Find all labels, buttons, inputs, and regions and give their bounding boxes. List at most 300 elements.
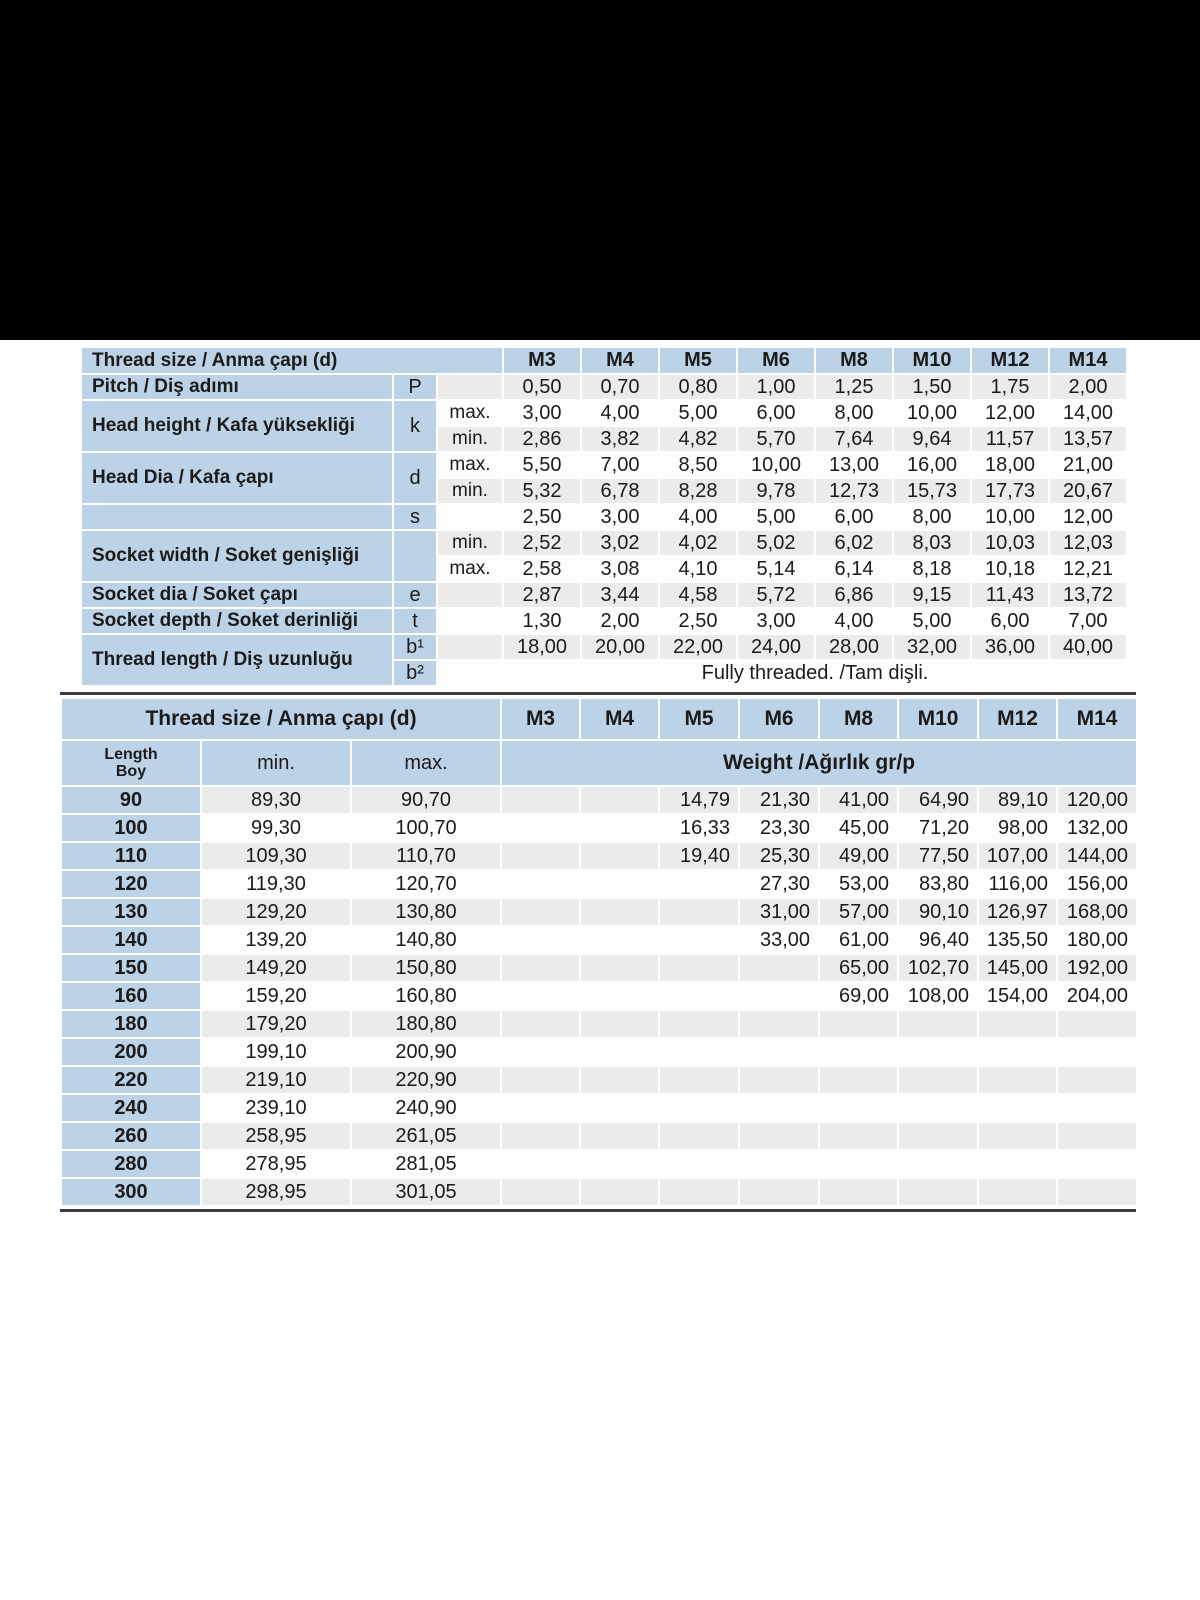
length-max-value: 120,70: [351, 870, 501, 898]
length-row: [61, 1010, 1137, 1038]
spec-value-cell: 6,86: [815, 582, 893, 608]
spec-value-cell: 6,00: [737, 400, 815, 426]
length-value: 240: [61, 1094, 201, 1122]
length-max-value: 140,80: [351, 926, 501, 954]
spec-value-cell: 2,87: [503, 582, 581, 608]
length-min-value: 139,20: [201, 926, 351, 954]
spec-row-symbol: [393, 530, 437, 582]
spec-value-cell: 4,00: [659, 504, 737, 530]
weight-cell: [739, 1066, 819, 1094]
spec-value-cell: 17,73: [971, 478, 1049, 504]
length-min-value: 278,95: [201, 1150, 351, 1178]
weight-cell: 96,40: [898, 926, 978, 954]
spec-row-label: [81, 504, 393, 530]
spec-value-cell: 8,00: [815, 400, 893, 426]
weight-cell: [1057, 1038, 1137, 1066]
spec-value-cell: 13,00: [815, 452, 893, 478]
spec-size-header-m6: M6: [737, 347, 815, 374]
weight-cell: 204,00: [1057, 982, 1137, 1010]
spec-value-cell: 8,03: [893, 530, 971, 556]
spec-value-cell: 9,15: [893, 582, 971, 608]
weight-cell: [978, 1150, 1057, 1178]
spec-row-symbol: t: [393, 608, 437, 634]
weight-cell: [739, 1010, 819, 1038]
spec-row-qualifier: [437, 374, 503, 400]
spec-value-cell: 1,30: [503, 608, 581, 634]
length-value: 120: [61, 870, 201, 898]
length-min-value: 99,30: [201, 814, 351, 842]
weight-cell: [659, 870, 739, 898]
weight-cell: 156,00: [1057, 870, 1137, 898]
length-max-value: 150,80: [351, 954, 501, 982]
weight-cell: [501, 1178, 580, 1206]
weight-cell: [580, 1010, 659, 1038]
length-max-value: 160,80: [351, 982, 501, 1010]
weight-cell: [659, 1122, 739, 1150]
weight-cell: 21,30: [739, 786, 819, 814]
length-column-header-line1: Length: [104, 746, 158, 763]
weight-cell: 14,79: [659, 786, 739, 814]
spec-row: [81, 530, 1127, 556]
weight-cell: [501, 1150, 580, 1178]
weight-cell: [580, 1094, 659, 1122]
spec-value-cell: 5,70: [737, 426, 815, 452]
spec-size-header-m12: M12: [971, 347, 1049, 374]
spec-value-cell: 4,02: [659, 530, 737, 556]
length-min-value: 159,20: [201, 982, 351, 1010]
weight-cell: [580, 842, 659, 870]
length-max-value: 220,90: [351, 1066, 501, 1094]
length-corner-label: Thread size / Anma çapı (d): [61, 698, 501, 740]
weight-cell: [501, 1122, 580, 1150]
spec-value-cell: 6,78: [581, 478, 659, 504]
weight-cell: 25,30: [739, 842, 819, 870]
spec-value-cell: 3,00: [503, 400, 581, 426]
spec-value-cell: 4,58: [659, 582, 737, 608]
spec-value-cell: 10,03: [971, 530, 1049, 556]
weight-cell: [898, 1066, 978, 1094]
weight-cell: 90,10: [898, 898, 978, 926]
spec-row-label: Pitch / Diş adımı: [81, 374, 393, 400]
length-min-value: 219,10: [201, 1066, 351, 1094]
weight-cell: 116,00: [978, 870, 1057, 898]
length-value: 110: [61, 842, 201, 870]
spec-row-qualifier: [437, 634, 503, 660]
spec-value-cell: 5,32: [503, 478, 581, 504]
length-row: [61, 1094, 1137, 1122]
spec-value-cell: 2,86: [503, 426, 581, 452]
spec-value-cell: 12,21: [1049, 556, 1127, 582]
length-max-value: 301,05: [351, 1178, 501, 1206]
length-weight-table-wrap: [60, 692, 1136, 1212]
weight-cell: [1057, 1094, 1137, 1122]
weight-cell: 98,00: [978, 814, 1057, 842]
weight-cell: 27,30: [739, 870, 819, 898]
weight-cell: 145,00: [978, 954, 1057, 982]
length-max-value: 100,70: [351, 814, 501, 842]
length-value: 160: [61, 982, 201, 1010]
weight-cell: [659, 1150, 739, 1178]
spec-table-body: [81, 374, 1127, 686]
weight-cell: [501, 1066, 580, 1094]
spec-value-cell: 12,00: [1049, 504, 1127, 530]
length-min-value: 109,30: [201, 842, 351, 870]
spec-value-cell: 10,18: [971, 556, 1049, 582]
spec-row: [81, 400, 1127, 426]
weight-cell: [501, 1010, 580, 1038]
spec-value-cell: 5,50: [503, 452, 581, 478]
spec-size-header-m5: M5: [659, 347, 737, 374]
length-row: [61, 954, 1137, 982]
spec-value-cell: 5,02: [737, 530, 815, 556]
spec-value-cell: 7,00: [581, 452, 659, 478]
weight-cell: 41,00: [819, 786, 898, 814]
spec-value-cell: 6,00: [815, 504, 893, 530]
spec-size-header-m3: M3: [503, 347, 581, 374]
weight-cell: [501, 1038, 580, 1066]
weight-cell: [501, 898, 580, 926]
weight-cell: [1057, 1178, 1137, 1206]
spec-value-cell: 0,80: [659, 374, 737, 400]
spec-row-symbol: P: [393, 374, 437, 400]
spec-value-cell: 32,00: [893, 634, 971, 660]
length-row: [61, 842, 1137, 870]
spec-row-label: Head height / Kafa yüksekliği: [81, 400, 393, 452]
spec-value-cell: 2,00: [1049, 374, 1127, 400]
spec-span-value: Fully threaded. /Tam dişli.: [503, 660, 1127, 686]
weight-cell: 49,00: [819, 842, 898, 870]
spec-value-cell: 11,57: [971, 426, 1049, 452]
weight-cell: [501, 786, 580, 814]
length-table-body: [61, 786, 1137, 1206]
length-size-header-m8: M8: [819, 698, 898, 740]
spec-row-label: Socket width / Soket genişliği: [81, 530, 393, 582]
spec-value-cell: 1,00: [737, 374, 815, 400]
weight-cell: [501, 926, 580, 954]
spec-value-cell: 3,08: [581, 556, 659, 582]
spec-value-cell: 22,00: [659, 634, 737, 660]
length-size-header-m4: M4: [580, 698, 659, 740]
length-max-value: 261,05: [351, 1122, 501, 1150]
weight-cell: [659, 982, 739, 1010]
spec-value-cell: 10,00: [971, 504, 1049, 530]
length-min-value: 119,30: [201, 870, 351, 898]
weight-cell: 57,00: [819, 898, 898, 926]
weight-cell: [819, 1122, 898, 1150]
weight-cell: 53,00: [819, 870, 898, 898]
weight-cell: [501, 982, 580, 1010]
length-min-value: 129,20: [201, 898, 351, 926]
length-size-header-m10: M10: [898, 698, 978, 740]
spec-header-row: [81, 347, 1127, 374]
spec-row-symbol: e: [393, 582, 437, 608]
weight-cell: [978, 1094, 1057, 1122]
spec-value-cell: 13,72: [1049, 582, 1127, 608]
spec-value-cell: 3,82: [581, 426, 659, 452]
weight-cell: 65,00: [819, 954, 898, 982]
weight-cell: 180,00: [1057, 926, 1137, 954]
length-min-value: 149,20: [201, 954, 351, 982]
spec-value-cell: 5,72: [737, 582, 815, 608]
spec-value-cell: 24,00: [737, 634, 815, 660]
spec-row-symbol: k: [393, 400, 437, 452]
spec-value-cell: 1,50: [893, 374, 971, 400]
weight-cell: [898, 1038, 978, 1066]
spec-value-cell: 2,58: [503, 556, 581, 582]
weight-cell: 102,70: [898, 954, 978, 982]
spec-value-cell: 21,00: [1049, 452, 1127, 478]
weight-cell: [501, 814, 580, 842]
weight-cell: [580, 1150, 659, 1178]
length-min-value: 89,30: [201, 786, 351, 814]
weight-cell: [659, 1094, 739, 1122]
spec-row-label: Thread length / Diş uzunluğu: [81, 634, 393, 686]
spec-row: [81, 608, 1127, 634]
min-column-header: min.: [201, 740, 351, 786]
weight-cell: [580, 1122, 659, 1150]
spec-value-cell: 9,78: [737, 478, 815, 504]
length-max-value: 281,05: [351, 1150, 501, 1178]
weight-cell: [1057, 1066, 1137, 1094]
spec-row-qualifier: [437, 582, 503, 608]
spec-row-label: Socket depth / Soket derinliği: [81, 608, 393, 634]
spec-row-symbol: b¹: [393, 634, 437, 660]
length-value: 260: [61, 1122, 201, 1150]
weight-cell: [580, 926, 659, 954]
spec-value-cell: 1,25: [815, 374, 893, 400]
weight-cell: [659, 1038, 739, 1066]
spec-value-cell: 20,00: [581, 634, 659, 660]
weight-cell: [739, 982, 819, 1010]
weight-cell: [819, 1038, 898, 1066]
length-max-value: 200,90: [351, 1038, 501, 1066]
spec-value-cell: 2,00: [581, 608, 659, 634]
length-subheader-row: [61, 740, 1137, 786]
weight-cell: [1057, 1010, 1137, 1038]
length-value: 130: [61, 898, 201, 926]
length-row: [61, 1038, 1137, 1066]
weight-cell: 64,90: [898, 786, 978, 814]
dimension-spec-table: [80, 346, 1128, 687]
weight-cell: [659, 898, 739, 926]
length-header-row: [61, 698, 1137, 740]
spec-row-qualifier: max.: [437, 452, 503, 478]
spec-value-cell: 0,50: [503, 374, 581, 400]
weight-cell: [659, 1010, 739, 1038]
weight-cell: [580, 1178, 659, 1206]
length-max-value: 90,70: [351, 786, 501, 814]
spec-size-header-m14: M14: [1049, 347, 1127, 374]
weight-cell: [978, 1066, 1057, 1094]
weight-cell: 135,50: [978, 926, 1057, 954]
spec-value-cell: 7,64: [815, 426, 893, 452]
spec-value-cell: 12,00: [971, 400, 1049, 426]
length-size-header-m12: M12: [978, 698, 1057, 740]
length-min-value: 239,10: [201, 1094, 351, 1122]
weight-cell: 45,00: [819, 814, 898, 842]
spec-value-cell: 2,50: [659, 608, 737, 634]
length-row: [61, 1122, 1137, 1150]
weight-cell: [739, 1094, 819, 1122]
spec-value-cell: 36,00: [971, 634, 1049, 660]
spec-value-cell: 8,00: [893, 504, 971, 530]
spec-value-cell: 28,00: [815, 634, 893, 660]
weight-column-header: Weight /Ağırlık gr/p: [501, 740, 1137, 786]
length-row: [61, 1066, 1137, 1094]
weight-cell: [978, 1122, 1057, 1150]
weight-cell: [898, 1122, 978, 1150]
weight-cell: [580, 898, 659, 926]
length-value: 140: [61, 926, 201, 954]
weight-cell: [501, 954, 580, 982]
spec-value-cell: 3,44: [581, 582, 659, 608]
length-max-value: 110,70: [351, 842, 501, 870]
weight-cell: [659, 1178, 739, 1206]
length-row: [61, 982, 1137, 1010]
weight-cell: 77,50: [898, 842, 978, 870]
weight-cell: [898, 1094, 978, 1122]
weight-cell: [739, 954, 819, 982]
spec-value-cell: 13,57: [1049, 426, 1127, 452]
weight-cell: [819, 1094, 898, 1122]
spec-size-header-m10: M10: [893, 347, 971, 374]
weight-cell: [580, 1066, 659, 1094]
length-min-value: 298,95: [201, 1178, 351, 1206]
weight-cell: [580, 1038, 659, 1066]
weight-cell: [580, 954, 659, 982]
weight-cell: [739, 1178, 819, 1206]
weight-cell: 69,00: [819, 982, 898, 1010]
weight-cell: [819, 1178, 898, 1206]
spec-value-cell: 1,75: [971, 374, 1049, 400]
weight-cell: [898, 1178, 978, 1206]
weight-cell: 120,00: [1057, 786, 1137, 814]
weight-cell: [501, 842, 580, 870]
spec-row-qualifier: [437, 660, 503, 686]
weight-cell: [819, 1010, 898, 1038]
weight-cell: [978, 1038, 1057, 1066]
weight-cell: [739, 1038, 819, 1066]
weight-cell: 144,00: [1057, 842, 1137, 870]
spec-value-cell: 4,00: [815, 608, 893, 634]
spec-value-cell: 5,14: [737, 556, 815, 582]
length-value: 200: [61, 1038, 201, 1066]
length-row: [61, 898, 1137, 926]
weight-cell: [580, 982, 659, 1010]
length-max-value: 180,80: [351, 1010, 501, 1038]
length-min-value: 179,20: [201, 1010, 351, 1038]
spec-value-cell: 5,00: [659, 400, 737, 426]
length-row: [61, 814, 1137, 842]
length-weight-table: [60, 697, 1138, 1207]
length-size-header-m3: M3: [501, 698, 580, 740]
weight-cell: 154,00: [978, 982, 1057, 1010]
spec-value-cell: 10,00: [737, 452, 815, 478]
weight-cell: 108,00: [898, 982, 978, 1010]
weight-cell: [1057, 1122, 1137, 1150]
weight-cell: [978, 1010, 1057, 1038]
spec-value-cell: 4,82: [659, 426, 737, 452]
spec-row: [81, 504, 1127, 530]
weight-cell: 16,33: [659, 814, 739, 842]
spec-value-cell: 5,00: [893, 608, 971, 634]
spec-value-cell: 8,50: [659, 452, 737, 478]
weight-cell: 61,00: [819, 926, 898, 954]
weight-cell: [580, 870, 659, 898]
spec-row-label: Socket dia / Soket çapı: [81, 582, 393, 608]
spec-value-cell: 3,00: [581, 504, 659, 530]
spec-value-cell: 40,00: [1049, 634, 1127, 660]
weight-cell: 89,10: [978, 786, 1057, 814]
length-row: [61, 1178, 1137, 1206]
weight-cell: [898, 1010, 978, 1038]
spec-value-cell: 18,00: [971, 452, 1049, 478]
weight-cell: [580, 814, 659, 842]
spec-value-cell: 10,00: [893, 400, 971, 426]
length-row: [61, 870, 1137, 898]
weight-cell: 33,00: [739, 926, 819, 954]
length-column-header: [61, 740, 201, 786]
spec-value-cell: 6,14: [815, 556, 893, 582]
weight-cell: 19,40: [659, 842, 739, 870]
weight-cell: [659, 954, 739, 982]
length-size-header-m5: M5: [659, 698, 739, 740]
spec-value-cell: 4,10: [659, 556, 737, 582]
spec-row-qualifier: min.: [437, 530, 503, 556]
length-row: [61, 1150, 1137, 1178]
spec-value-cell: 2,50: [503, 504, 581, 530]
spec-value-cell: 11,43: [971, 582, 1049, 608]
length-value: 280: [61, 1150, 201, 1178]
spec-value-cell: 0,70: [581, 374, 659, 400]
spec-row-symbol: s: [393, 504, 437, 530]
spec-row-qualifier: min.: [437, 478, 503, 504]
length-value: 180: [61, 1010, 201, 1038]
spec-corner-label: Thread size / Anma çapı (d): [81, 347, 503, 374]
weight-cell: [501, 1094, 580, 1122]
length-value: 100: [61, 814, 201, 842]
spec-value-cell: 16,00: [893, 452, 971, 478]
spec-row: [81, 452, 1127, 478]
spec-value-cell: 3,02: [581, 530, 659, 556]
spec-row: [81, 582, 1127, 608]
weight-cell: [819, 1066, 898, 1094]
spec-value-cell: 8,28: [659, 478, 737, 504]
spec-value-cell: 15,73: [893, 478, 971, 504]
length-size-header-m6: M6: [739, 698, 819, 740]
weight-cell: [501, 870, 580, 898]
spec-value-cell: 3,00: [737, 608, 815, 634]
spec-value-cell: 5,00: [737, 504, 815, 530]
weight-cell: [978, 1178, 1057, 1206]
spec-value-cell: 2,52: [503, 530, 581, 556]
max-column-header: max.: [351, 740, 501, 786]
weight-cell: 23,30: [739, 814, 819, 842]
weight-cell: 168,00: [1057, 898, 1137, 926]
spec-value-cell: 7,00: [1049, 608, 1127, 634]
spec-row-qualifier: max.: [437, 556, 503, 582]
weight-cell: [659, 1066, 739, 1094]
spec-value-cell: 9,64: [893, 426, 971, 452]
spec-value-cell: 8,18: [893, 556, 971, 582]
length-min-value: 258,95: [201, 1122, 351, 1150]
weight-cell: 31,00: [739, 898, 819, 926]
length-value: 300: [61, 1178, 201, 1206]
spec-row-label: Head Dia / Kafa çapı: [81, 452, 393, 504]
spec-row-symbol: b²: [393, 660, 437, 686]
spec-row: [81, 634, 1127, 660]
weight-cell: 132,00: [1057, 814, 1137, 842]
